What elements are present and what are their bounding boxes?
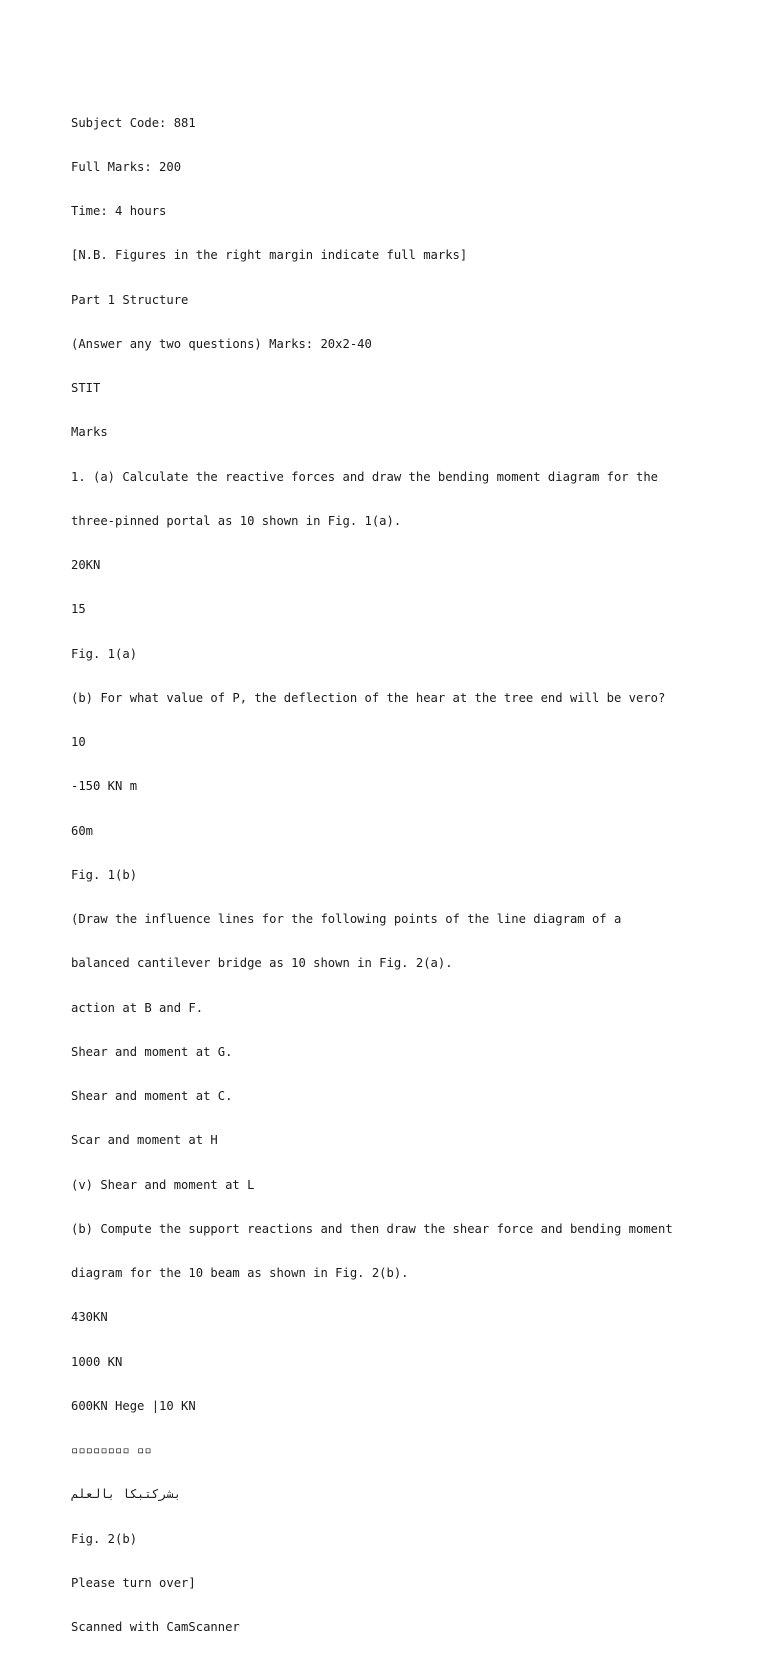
part-heading-line: Part 1 Structure bbox=[71, 292, 189, 307]
figure-2b-load-label-2: 1000 KN bbox=[71, 1354, 123, 1369]
figure-1a-load-label: 20KN bbox=[71, 558, 101, 572]
full-marks-line: Full Marks: 200 bbox=[71, 159, 182, 174]
figure-1a-caption: Fig. 1(a) bbox=[71, 646, 138, 661]
marks-label-line: Marks bbox=[71, 425, 108, 440]
question-1b-marks: 10 bbox=[71, 735, 86, 749]
figure-2b-load-label-1: 430KN bbox=[71, 1310, 108, 1325]
question-1a-line-1: 1. (a) Calculate the reactive forces and draw the bending moment diagram for the bbox=[71, 469, 658, 484]
question-2b-line-1: (b) Compute the support reactions and then draw the shear force and bending moment bbox=[71, 1221, 673, 1236]
question-2a-line-1: (Draw the influence lines for the following points of the line diagram of a bbox=[71, 912, 622, 926]
subject-code-line: Subject Code: 881 bbox=[71, 115, 196, 130]
figure-1b-length-label: 60m bbox=[71, 823, 94, 838]
figure-1a-dimension-label: 15 bbox=[71, 602, 86, 617]
scanner-footer: Scanned with CamScanner bbox=[71, 1620, 240, 1634]
question-1b-line: (b) For what value of P, the deflection of the hear at the tree end will be vero? bbox=[71, 690, 666, 705]
turn-over-note: Please turn over] bbox=[71, 1575, 196, 1590]
question-1a-line-2: three-pinned portal as 10 shown in Fig. 1(a). bbox=[71, 513, 402, 528]
figure-1b-caption: Fig. 1(b) bbox=[71, 867, 138, 882]
question-2a-item-4: Scar and moment at H bbox=[71, 1133, 218, 1148]
question-2b-line-2: diagram for the 10 beam as shown in Fig. 2(b). bbox=[71, 1266, 409, 1280]
instruction-note-line: [N.B. Figures in the right margin indicate full marks] bbox=[71, 248, 468, 263]
figure-2b-caption: Fig. 2(b) bbox=[71, 1531, 138, 1546]
unrecognized-glyphs-line: ▫▫▫▫▫▫▫▫ ▫▫ bbox=[71, 1443, 152, 1457]
time-line: Time: 4 hours bbox=[71, 204, 167, 218]
arabic-text-line: بشركتبكا بالعلم bbox=[71, 1487, 182, 1502]
question-2a-line-2: balanced cantilever bridge as 10 shown in Fig. 2(a). bbox=[71, 956, 453, 971]
question-2a-item-5: (v) Shear and moment at L bbox=[71, 1177, 255, 1192]
stit-line: STIT bbox=[71, 381, 101, 395]
answer-instruction-line: (Answer any two questions) Marks: 20x2-40 bbox=[71, 336, 372, 351]
question-2a-item-1: action at B and F. bbox=[71, 1000, 204, 1015]
question-2a-item-2: Shear and moment at G. bbox=[71, 1044, 233, 1059]
document-text bbox=[71, 86, 711, 1664]
figure-2b-load-label-3: 600KN Hege |10 KN bbox=[71, 1398, 196, 1413]
question-2a-item-3: Shear and moment at C. bbox=[71, 1089, 233, 1103]
figure-1b-moment-label: -150 KN m bbox=[71, 779, 138, 794]
